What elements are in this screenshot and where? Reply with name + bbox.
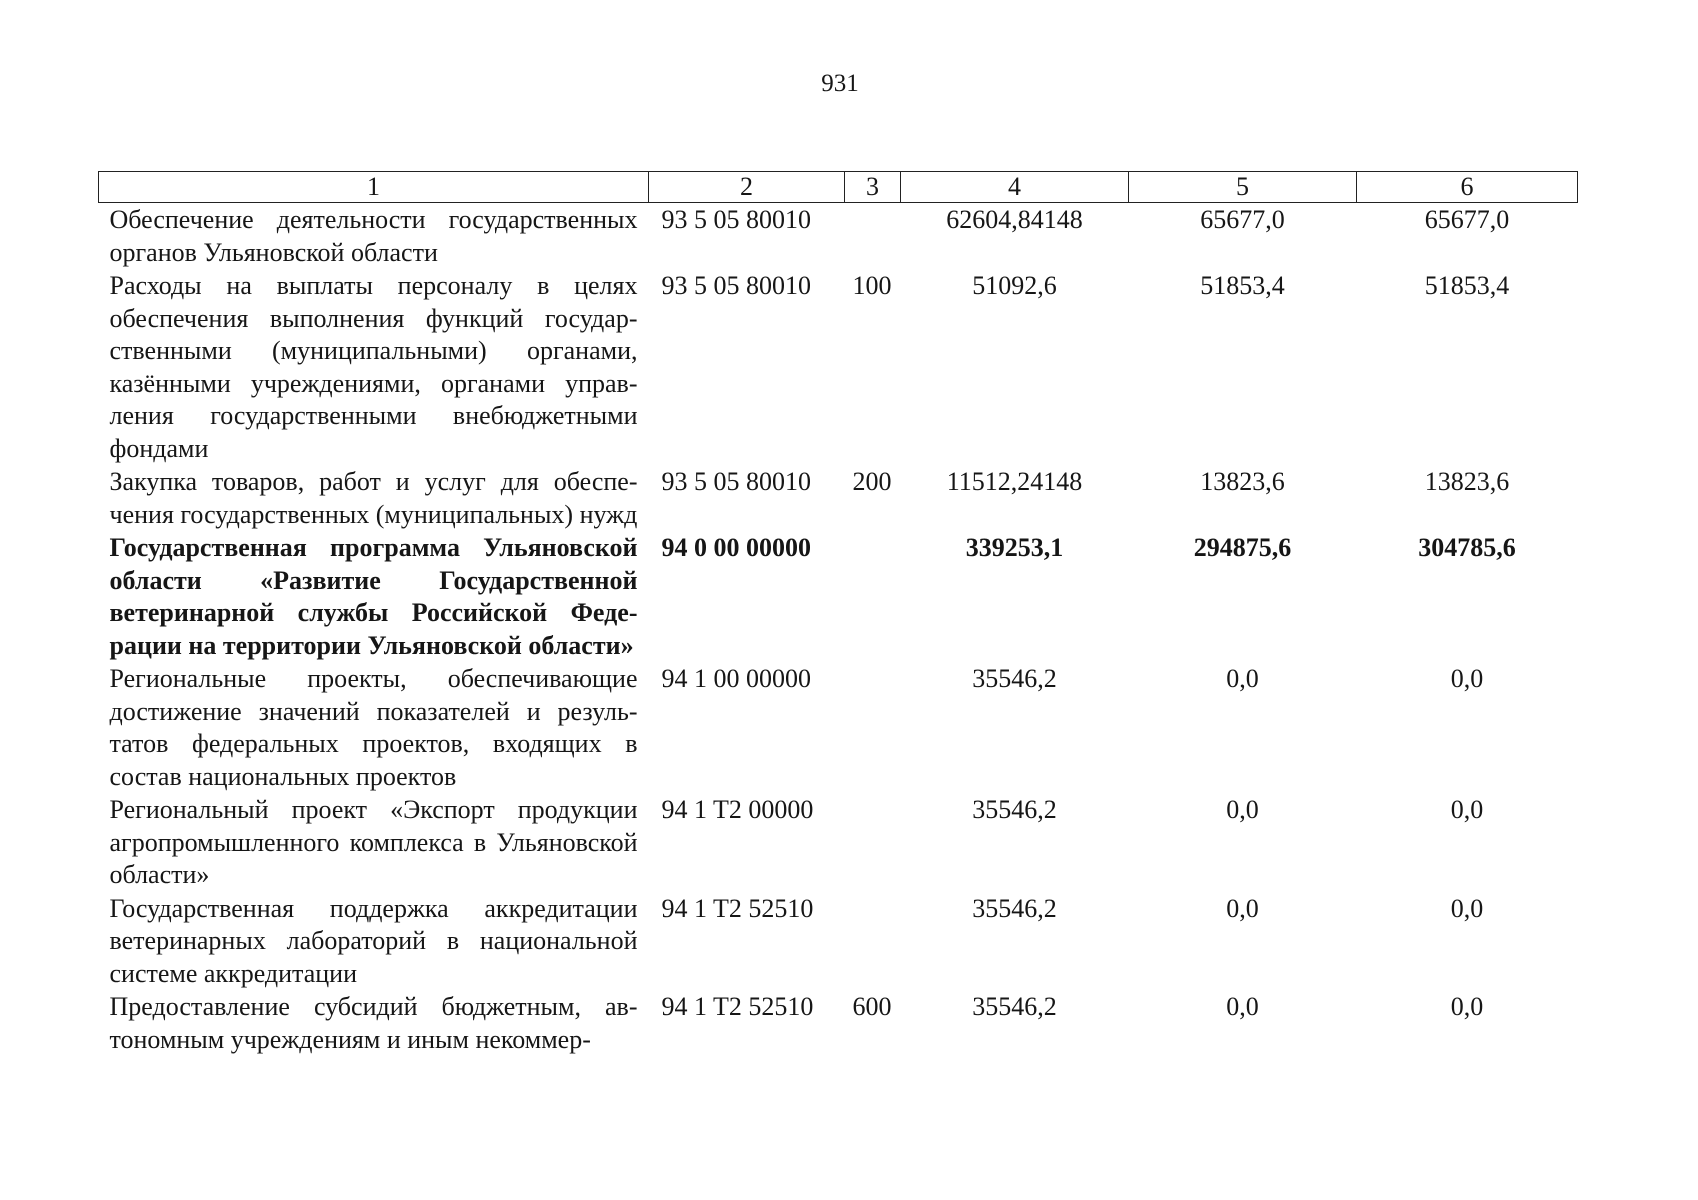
column-header-5: 5	[1129, 172, 1357, 203]
row-name: Государственная программа Ульяновской области «Развитие Государственной ветеринарной службы Российской Федерации на территории Ульяновской области»	[109, 533, 638, 660]
row-value-4: 339253,1	[965, 533, 1064, 562]
row-value-6: 51853,4	[1424, 271, 1510, 300]
row-value-4: 62604,84148	[946, 205, 1083, 234]
row-value-5: 65677,0	[1200, 205, 1285, 234]
row-value-5: 0,0	[1226, 893, 1259, 923]
row-value-4: 35546,2	[972, 664, 1057, 693]
header-row	[99, 172, 1578, 203]
table-row	[99, 990, 1578, 1056]
row-value-6: 65677,0	[1424, 205, 1510, 234]
row-value-5: 0,0	[1226, 992, 1259, 1021]
row-value-6: 0,0	[1450, 893, 1484, 923]
row-name: Региональный проект «Экспорт продукции агропромышленного комплекса в Ульяновской области»	[109, 795, 638, 889]
row-expense-type	[845, 531, 901, 662]
row-value-5: 13823,6	[1200, 467, 1285, 496]
table-row	[99, 793, 1578, 892]
row-code: 93 5 05 80010	[661, 205, 811, 234]
column-header-4: 4	[901, 172, 1129, 203]
row-value-5: 0,0	[1226, 795, 1259, 824]
row-value-6: 0,0	[1450, 664, 1484, 693]
row-value-4: 35546,2	[972, 893, 1057, 923]
budget-table	[98, 171, 1578, 1056]
row-code: 93 5 05 80010	[661, 467, 811, 496]
row-value-4: 51092,6	[972, 271, 1057, 300]
column-header-3: 3	[845, 172, 901, 203]
row-expense-type: 100	[852, 271, 892, 300]
row-name: Региональные проекты, обеспечивающие достижение значений показателей и результатов федеральных проектов, входящих в состав национальных проектов	[109, 664, 638, 791]
table-row	[99, 662, 1578, 793]
row-code: 94 1 T2 00000	[661, 795, 814, 824]
row-code: 94 1 00 00000	[661, 664, 811, 693]
row-value-4: 35546,2	[972, 795, 1057, 824]
row-code: 94 0 00 00000	[661, 533, 811, 562]
row-name: Государственная поддержка аккредитации ветеринарных лабораторий в национальной системе аккредитации	[109, 893, 638, 988]
table-row	[99, 269, 1578, 465]
row-expense-type	[845, 662, 901, 793]
row-value-5: 294875,6	[1193, 533, 1292, 562]
row-expense-type	[845, 892, 901, 991]
row-value-4: 35546,2	[972, 992, 1057, 1021]
column-header-6: 6	[1357, 172, 1578, 203]
column-header-1: 1	[99, 172, 649, 203]
page-number: 931	[821, 70, 859, 97]
row-expense-type: 200	[852, 467, 892, 496]
row-expense-type: 600	[852, 992, 892, 1021]
row-name: Закупка товаров, работ и услуг для обеспечения государственных (муниципальных) нужд	[109, 467, 638, 529]
table-row	[99, 531, 1578, 662]
table-row	[99, 892, 1578, 991]
table-row	[99, 203, 1578, 270]
row-value-6: 0,0	[1450, 795, 1484, 824]
row-expense-type	[845, 793, 901, 892]
column-header-2: 2	[649, 172, 845, 203]
row-name: Расходы на выплаты персоналу в целях обеспечения выполнения функций государственными (муниципальными) органами, казёнными учреждениями, органами управления государственными внебюджетными фондами	[109, 271, 638, 463]
row-code: 94 1 T2 52510	[661, 992, 814, 1021]
row-name: Обеспечение деятельности государственных органов Ульяновской области	[109, 205, 638, 267]
table-row	[99, 465, 1578, 531]
row-value-6: 304785,6	[1418, 533, 1516, 562]
row-value-4: 11512,24148	[946, 467, 1083, 496]
row-value-5: 51853,4	[1200, 271, 1285, 300]
row-code: 94 1 T2 52510	[661, 893, 814, 923]
row-value-5: 0,0	[1226, 664, 1259, 693]
row-value-6: 0,0	[1450, 992, 1484, 1021]
row-expense-type	[845, 203, 901, 270]
row-value-6: 13823,6	[1424, 467, 1510, 496]
row-code: 93 5 05 80010	[661, 271, 811, 300]
row-name: Предоставление субсидий бюджетным, автономным учреждениям и иным некоммер-	[109, 992, 638, 1054]
